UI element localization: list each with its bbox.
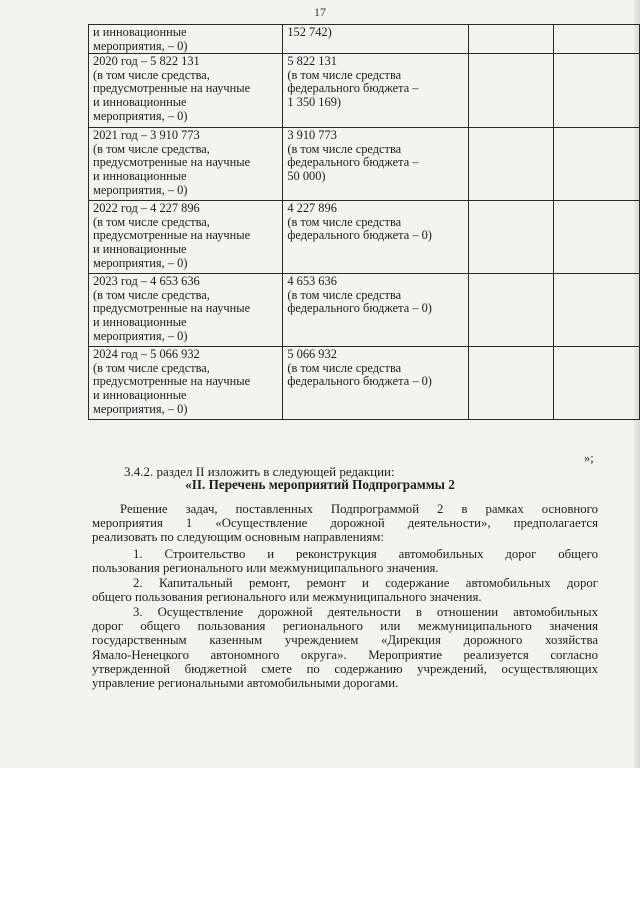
cell-text-line: и инновационные (93, 241, 187, 256)
table-cell-col3 (468, 347, 554, 420)
cell-text-line: и инновационные (93, 387, 187, 402)
cell-text-line: федерального бюджета – 0) (287, 228, 432, 243)
cell-text-line: 3 910 773 (287, 128, 337, 143)
paragraph-intro (92, 502, 598, 545)
table-cell-col4 (554, 201, 640, 274)
cell-text-line: 1 350 169) (287, 94, 342, 109)
table-cell-col2 (283, 274, 468, 347)
list-item-2 (92, 576, 598, 604)
list-item-1 (92, 547, 598, 575)
cell-text-line: (в том числе средства (287, 67, 402, 82)
table-row (89, 274, 640, 347)
table-cell-col2 (283, 54, 468, 128)
page-number: 17 (314, 5, 326, 19)
cell-text-line: и инновационные (93, 314, 187, 329)
table-cell-col1 (89, 128, 283, 201)
table-cell-col3 (468, 274, 554, 347)
cell-text-line: мероприятия, – 0) (93, 182, 188, 197)
cell-text-line: (в том числе средства, (93, 67, 210, 82)
table-cell-col1 (89, 347, 283, 420)
cell-text-line: (в том числе средства (287, 287, 402, 302)
section-title: «II. Перечень мероприятий Подпрограммы 2 (185, 477, 455, 492)
cell-text-line: предусмотренные на научные (93, 301, 251, 316)
table-cell-col2 (283, 25, 468, 54)
cell-text-line: 2021 год – 3 910 773 (93, 128, 200, 143)
cell-text-line: федерального бюджета – 0) (287, 301, 432, 316)
table-row (89, 128, 640, 201)
table-cell-col3 (468, 54, 554, 128)
table-cell-col3 (468, 25, 554, 54)
table-cell-col4 (554, 347, 640, 420)
cell-text-line: (в том числе средства (287, 214, 402, 229)
cell-text-line: и инновационные (93, 25, 187, 39)
cell-text-line: мероприятия, – 0) (93, 38, 188, 53)
table-row (89, 201, 640, 274)
cell-text-line: мероприятия, – 0) (93, 328, 188, 343)
cell-text-line: 2020 год – 5 822 131 (93, 54, 200, 69)
cell-text-line: 4 653 636 (287, 274, 337, 289)
cell-text-line: федерального бюджета – (287, 81, 419, 96)
text-line: пользования регионального или межмуниципального значения. (92, 561, 439, 576)
cell-text-line: мероприятия, – 0) (93, 255, 188, 270)
cell-text-line: предусмотренные на научные (93, 155, 251, 170)
text-line: 1. Строительство и реконструкция автомобильных дорог общего (133, 547, 598, 561)
table-cell-col4 (554, 128, 640, 201)
table-cell-col4 (554, 54, 640, 128)
cell-text-line: (в том числе средства, (93, 360, 210, 375)
cell-text-line: предусмотренные на научные (93, 374, 251, 389)
text-line: государственным казенным учреждением «Дирекция дорожного хозяйства (92, 633, 598, 648)
text-line: реализовать по следующим основным направлениям: (92, 530, 384, 545)
table-row (89, 25, 640, 54)
text-line: утвержденной бюджетной смете по содержанию учреждений, осуществляющих (92, 661, 598, 676)
cell-text-line: федерального бюджета – 0) (287, 374, 432, 389)
cell-text-line: (в том числе средства, (93, 287, 210, 302)
funding-table (88, 24, 640, 420)
cell-text-line: (в том числе средства (287, 141, 402, 156)
table-cell-col1 (89, 274, 283, 347)
table-closing-mark: »; (584, 451, 594, 465)
table-cell-col1 (89, 201, 283, 274)
table-cell-col1 (89, 54, 283, 128)
cell-text-line: 5 822 131 (287, 54, 337, 69)
list-item-3 (92, 605, 598, 690)
cell-text-line: мероприятия, – 0) (93, 401, 188, 416)
table-cell-col4 (554, 25, 640, 54)
text-line: мероприятия 1 «Осуществление дорожной деятельности», предполагается (92, 516, 598, 531)
cell-text-line: (в том числе средства, (93, 214, 210, 229)
cell-text-line: 5 066 932 (287, 347, 337, 362)
text-line: Ямало-Ненецкого автономного округа». Мероприятие реализуется согласно (92, 647, 598, 662)
text-line: дорог общего пользования регионального или межмуниципального значения (92, 619, 598, 634)
cell-text-line: 2023 год – 4 653 636 (93, 274, 200, 289)
cell-text-line: и инновационные (93, 168, 187, 183)
cell-text-line: предусмотренные на научные (93, 81, 251, 96)
cell-text-line: мероприятия, – 0) (93, 108, 188, 123)
table-cell-col3 (468, 128, 554, 201)
table-cell-col3 (468, 201, 554, 274)
table-cell-col2 (283, 201, 468, 274)
cell-text-line: 2022 год – 4 227 896 (93, 201, 200, 216)
cell-text-line: предусмотренные на научные (93, 228, 251, 243)
text-line: 2. Капитальный ремонт, ремонт и содержание автомобильных дорог (133, 576, 598, 590)
cell-text-line: 152 742) (287, 25, 332, 39)
table-cell-col2 (283, 128, 468, 201)
text-line: общего пользования регионального или межмуниципального значения. (92, 590, 482, 605)
cell-text-line: федерального бюджета – (287, 155, 419, 170)
table-row (89, 347, 640, 420)
cell-text-line: 4 227 896 (287, 201, 337, 216)
table-cell-col2 (283, 347, 468, 420)
cell-text-line: (в том числе средства, (93, 141, 210, 156)
section-reference: 3.4.2. раздел II изложить в следующей редакции: (124, 464, 395, 479)
cell-text-line: 50 000) (287, 168, 326, 183)
table-cell-col4 (554, 274, 640, 347)
text-line: Решение задач, поставленных Подпрограммой 2 в рамках основного (120, 502, 598, 516)
text-line: 3. Осуществление дорожной деятельности в отношении автомобильных (133, 605, 598, 619)
text-line: управление региональными автомобильными дорогами. (92, 676, 399, 691)
cell-text-line: и инновационные (93, 94, 187, 109)
cell-text-line: 2024 год – 5 066 932 (93, 347, 200, 362)
table-row (89, 54, 640, 128)
cell-text-line: (в том числе средства (287, 360, 402, 375)
table-cell-col1 (89, 25, 283, 54)
